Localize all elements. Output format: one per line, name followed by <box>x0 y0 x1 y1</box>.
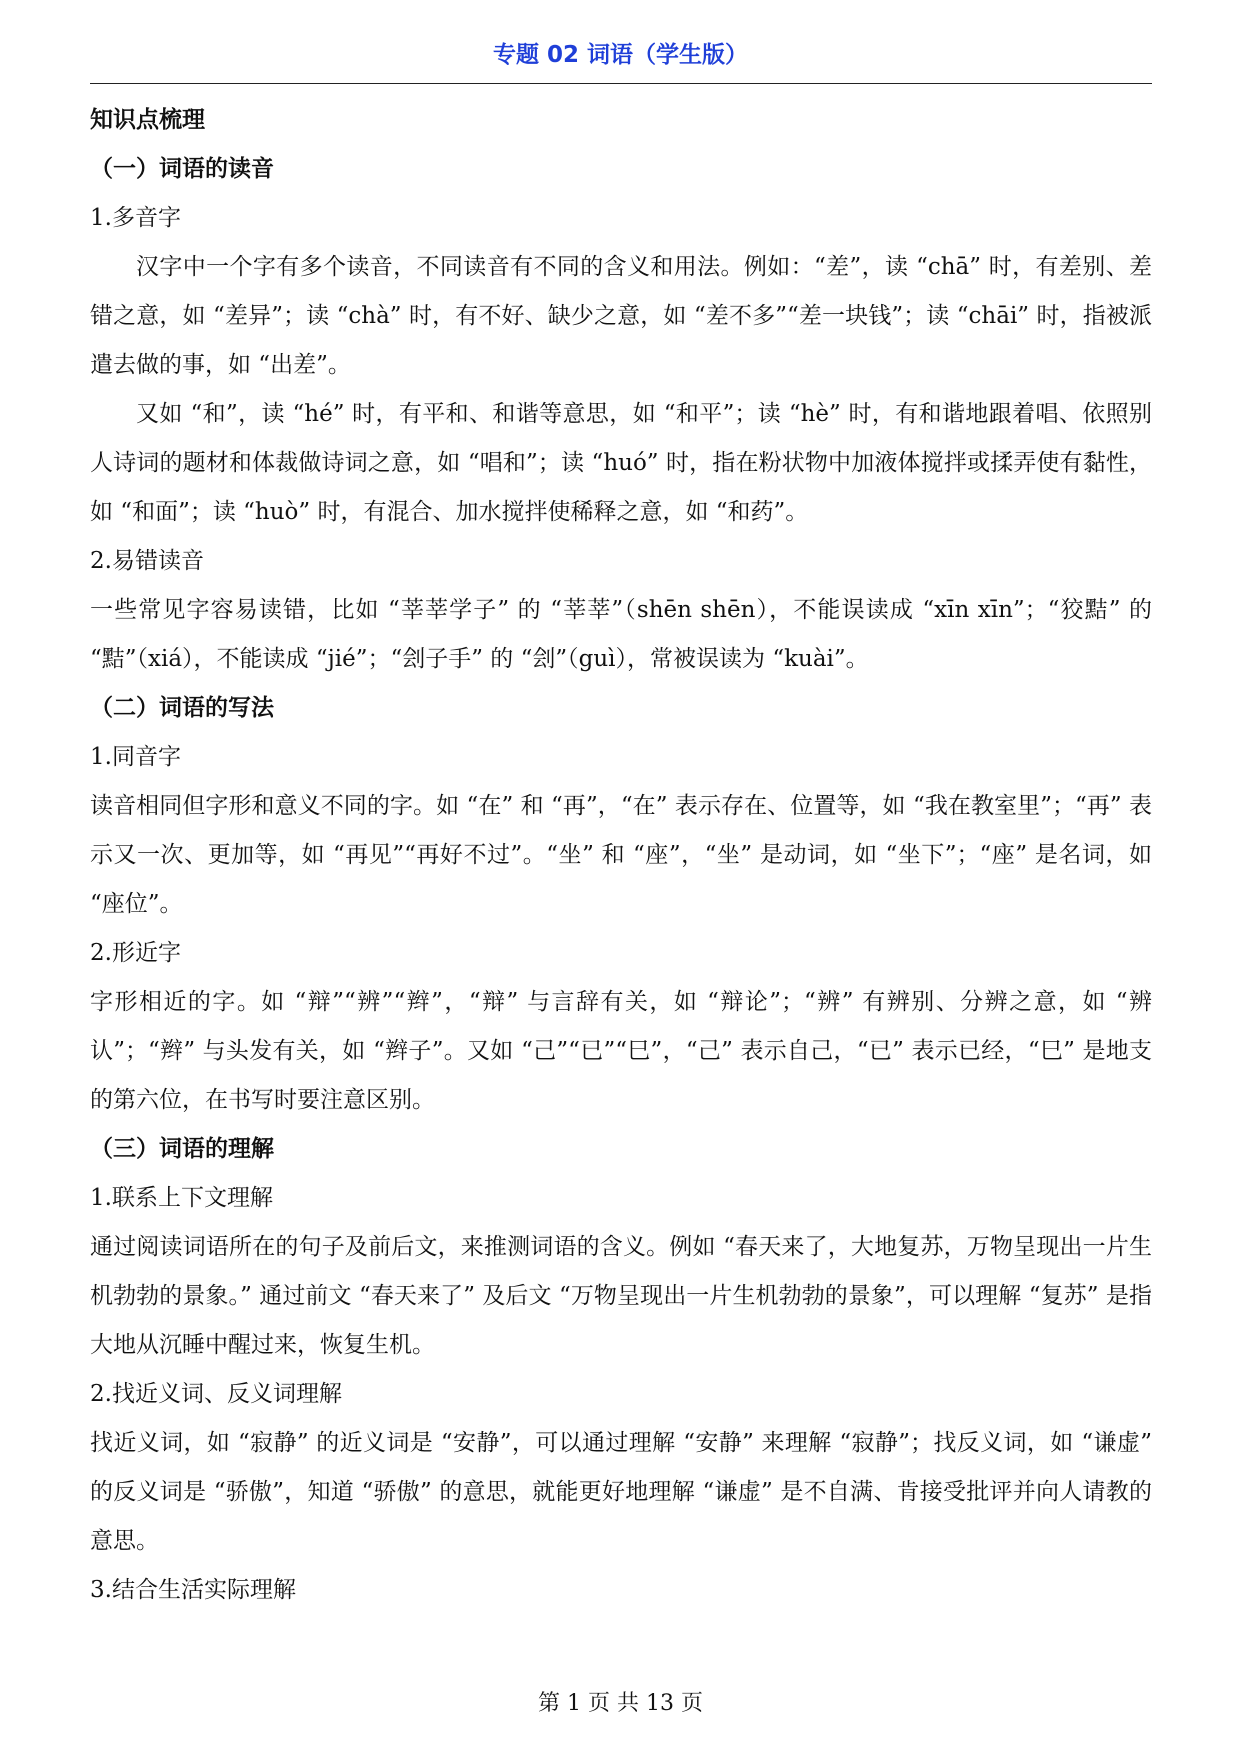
document-body <box>90 96 1152 1615</box>
subheading-synonyms-antonyms: 2.找近义词、反义词理解 <box>90 1381 342 1407</box>
section-title-writing: （二）词语的写法 <box>90 695 274 721</box>
paragraph: 汉字中一个字有多个读音，不同读音有不同的含义和用法。例如：“差”，读 “chā” 时，有差别、差错之意，如 “差异”；读 “chà” 时，有不好、缺少之意，如 “差不多”“差一块钱”；读 “chāi” 时，指被派遣去做的事，如 “出差”。 <box>90 254 1152 378</box>
subheading-homophones: 1.同音字 <box>90 744 181 770</box>
paragraph: 一些常见字容易读错，比如 “莘莘学子” 的 “莘莘”（shēn shēn），不能误读成 “xīn xīn”；“狡黠” 的 “黠”（xiá），不能读成 “jié”；“刽子手” 的 “刽”（guì），常被误读为 “kuài”。 <box>90 597 1152 672</box>
subheading-context: 1.联系上下文理解 <box>90 1185 273 1211</box>
section-heading: 知识点梳理 <box>90 107 205 133</box>
subheading-common-mistakes: 2.易错读音 <box>90 548 204 574</box>
paragraph: 又如 “和”，读 “hé” 时，有平和、和谐等意思，如 “和平”；读 “hè” 时，有和谐地跟着唱、依照别人诗词的题材和体裁做诗词之意，如 “唱和”；读 “huó” 时，指在粉状物中加液体搅拌或揉弄使有黏性，如 “和面”；读 “huò” 时，有混合、加水搅拌使稀释之意，如 “和药”。 <box>90 401 1152 525</box>
subheading-real-life: 3.结合生活实际理解 <box>90 1577 296 1603</box>
paragraph: 找近义词，如 “寂静” 的近义词是 “安静”，可以通过理解 “安静” 来理解 “寂静”；找反义词，如 “谦虚” 的反义词是 “骄傲”，知道 “骄傲” 的意思，就能更好地理解 “谦虚” 是不自满、肯接受批评并向人请教的意思。 <box>90 1430 1152 1554</box>
subheading-similar-chars: 2.形近字 <box>90 940 181 966</box>
paragraph: 读音相同但字形和意义不同的字。如 “在” 和 “再”，“在” 表示存在、位置等，如 “我在教室里”；“再” 表示又一次、更加等，如 “再见”“再好不过”。“坐” 和 “座”，“坐” 是动词，如 “坐下”；“座” 是名词，如 “座位”。 <box>90 793 1152 917</box>
subheading-polyphonic: 1.多音字 <box>90 205 181 231</box>
section-title-pronunciation: （一）词语的读音 <box>90 156 274 182</box>
paragraph: 字形相近的字。如 “辩”“辨”“辫”，“辩” 与言辞有关，如 “辩论”；“辨” 有辨别、分辨之意，如 “辨认”；“辫” 与头发有关，如 “辫子”。又如 “己”“已”“巳”，“己” 表示自己，“已” 表示已经，“巳” 是地支的第六位，在书写时要注意区别。 <box>90 989 1152 1113</box>
page-header-title: 专题 02 词语（学生版） <box>492 42 749 68</box>
header-divider <box>90 83 1152 84</box>
paragraph: 通过阅读词语所在的句子及前后文，来推测词语的含义。例如 “春天来了，大地复苏，万物呈现出一片生机勃勃的景象。” 通过前文 “春天来了” 及后文 “万物呈现出一片生机勃勃的景象”，可以理解 “复苏” 是指大地从沉睡中醒过来，恢复生机。 <box>90 1234 1152 1358</box>
page-number: 第 1 页 共 13 页 <box>538 1691 703 1716</box>
section-title-understanding: （三）词语的理解 <box>90 1136 274 1162</box>
